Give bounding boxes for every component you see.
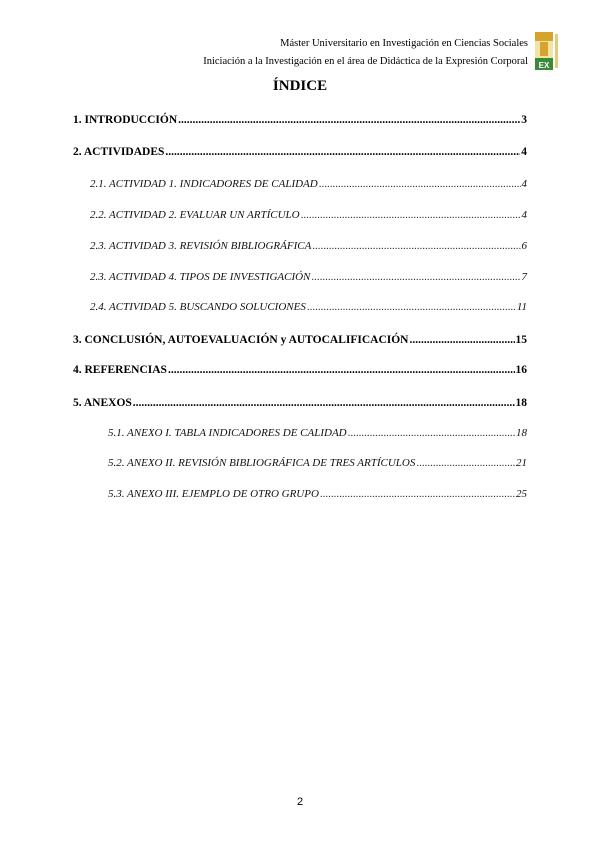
toc-leader xyxy=(168,364,515,376)
toc-leader xyxy=(409,334,514,346)
toc-entry-anexos[interactable] xyxy=(73,397,527,409)
toc-page: 4 xyxy=(521,178,527,190)
toc-entry-actividad-5[interactable] xyxy=(90,301,527,313)
toc-page: 15 xyxy=(515,334,527,346)
toc-leader xyxy=(178,114,520,126)
university-logo xyxy=(533,30,561,72)
page-title: ÍNDICE xyxy=(272,78,328,94)
toc-leader xyxy=(312,240,520,252)
toc-entry-anexo-2[interactable] xyxy=(108,457,527,469)
toc-entry-anexo-1[interactable] xyxy=(108,427,527,439)
toc-entry-actividad-1[interactable] xyxy=(90,178,527,190)
page-number: 2 xyxy=(296,796,304,808)
toc-entry-actividad-3[interactable] xyxy=(90,240,527,252)
toc-leader xyxy=(319,178,521,190)
toc-label: 5. ANEXOS xyxy=(73,397,132,409)
toc-label: 5.1. ANEXO I. TABLA INDICADORES DE CALIDAD xyxy=(108,427,347,439)
header-line-1: Máster Universitario en Investigación en Ciencias Sociales xyxy=(280,38,528,49)
toc-leader xyxy=(320,488,515,500)
toc-label: 2.4. ACTIVIDAD 5. BUSCANDO SOLUCIONES xyxy=(90,301,306,313)
toc-label: 2. ACTIVIDADES xyxy=(73,146,165,158)
toc-page: 7 xyxy=(521,271,527,283)
toc-label: 4. REFERENCIAS xyxy=(73,364,167,376)
toc-page: 11 xyxy=(516,301,527,313)
toc-entry-anexo-3[interactable] xyxy=(108,488,527,500)
toc-page: 21 xyxy=(516,457,527,469)
toc-page: 16 xyxy=(515,364,527,376)
toc-page: 18 xyxy=(515,397,527,409)
toc-page: 6 xyxy=(521,240,527,252)
toc-leader xyxy=(416,457,515,469)
toc-entry-actividad-4[interactable] xyxy=(90,271,527,283)
toc-page: 18 xyxy=(516,427,527,439)
toc-entry-actividades[interactable] xyxy=(73,146,527,158)
toc-label: 2.3. ACTIVIDAD 4. TIPOS DE INVESTIGACIÓN xyxy=(90,271,311,283)
toc-leader xyxy=(301,209,521,221)
toc-page: 4 xyxy=(521,146,527,158)
toc-entry-conclusion[interactable] xyxy=(73,334,527,346)
toc-label: 2.3. ACTIVIDAD 3. REVISIÓN BIBLIOGRÁFICA xyxy=(90,240,312,252)
toc-entry-referencias[interactable] xyxy=(73,364,527,376)
toc-page: 3 xyxy=(521,114,527,126)
toc-label: 1. INTRODUCCIÓN xyxy=(73,114,178,126)
toc-label: 5.3. ANEXO III. EJEMPLO DE OTRO GRUPO xyxy=(108,488,319,500)
toc-entry-introduccion[interactable] xyxy=(73,114,527,126)
toc-page: 25 xyxy=(516,488,527,500)
header-line-2: Iniciación a la Investigación en el área de Didáctica de la Expresión Corporal xyxy=(203,56,528,67)
toc-entry-actividad-2[interactable] xyxy=(90,209,527,221)
toc-leader xyxy=(307,301,516,313)
svg-text:EX: EX xyxy=(538,61,550,70)
document-header xyxy=(203,35,528,71)
toc-label: 5.2. ANEXO II. REVISIÓN BIBLIOGRÁFICA DE TRES ARTÍCULOS xyxy=(108,457,416,469)
toc-page: 4 xyxy=(521,209,527,221)
toc-label: 3. CONCLUSIÓN, AUTOEVALUACIÓN y AUTOCALIFICACIÓN xyxy=(73,334,409,346)
toc-label: 2.1. ACTIVIDAD 1. INDICADORES DE CALIDAD xyxy=(90,178,318,190)
toc-leader xyxy=(348,427,515,439)
toc-leader xyxy=(133,397,515,409)
toc-leader xyxy=(311,271,520,283)
toc-label: 2.2. ACTIVIDAD 2. EVALUAR UN ARTÍCULO xyxy=(90,209,300,221)
toc-leader xyxy=(165,146,520,158)
